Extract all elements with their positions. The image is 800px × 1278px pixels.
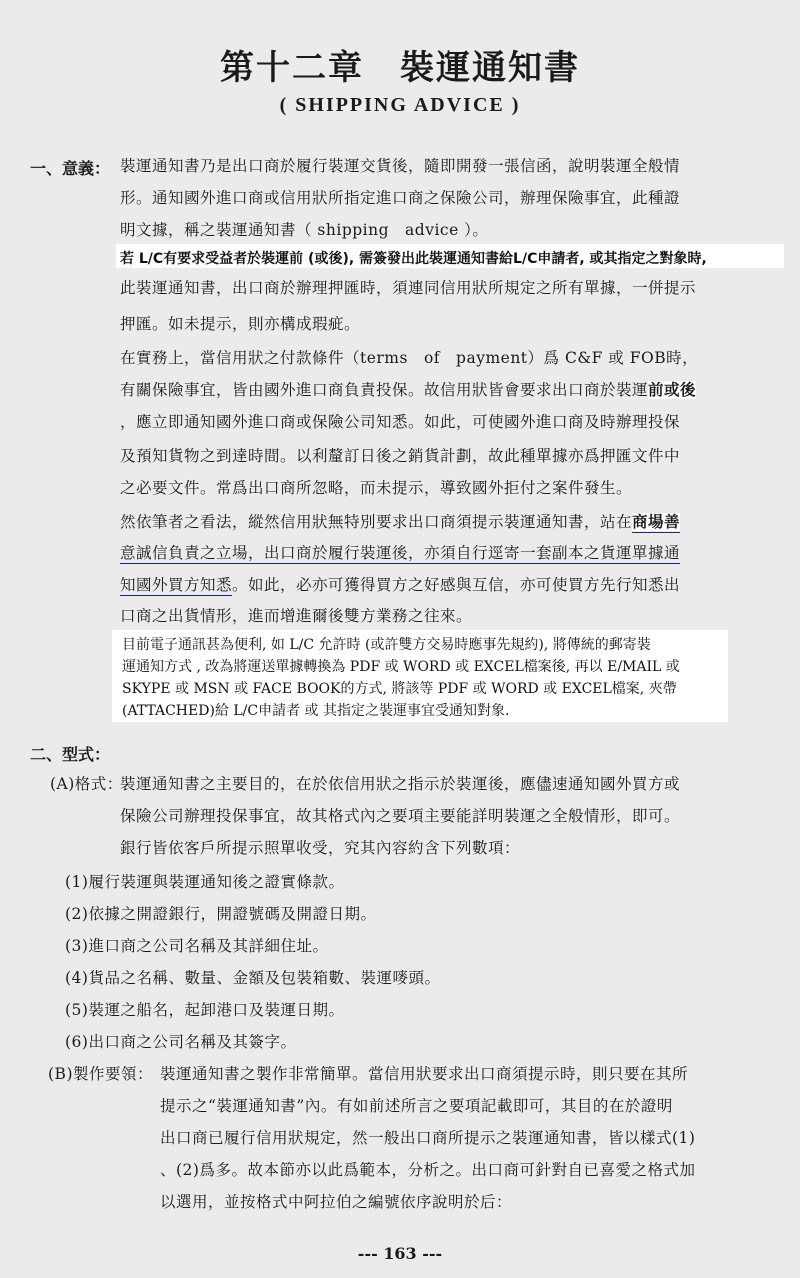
list-item-6: (6)出口商之公司名稱及其簽字。 <box>65 1033 297 1051</box>
section1-para3-highlight: 前或後 <box>648 381 697 399</box>
section1-note-line: 若 L/C有要求受益者於裝運前 (或後), 需簽發出此裝運通知書給L/C申請者, 或其指定之對象時, <box>120 251 707 267</box>
section1-para4-highlight: 商場善 <box>632 513 681 531</box>
section2-a-line-2: 保險公司辦理投保事宜，故其格式內之要項主要能詳明裝運之全般情形，即可。 <box>120 807 681 825</box>
section1-para4-line-1-text: 然依筆者之看法，縱然信用狀無特別要求出口商須提示裝運通知書，站在 <box>120 513 633 531</box>
section2-b-line-2: 提示之“裝運通知書”內。有如前述所言之要項記載即可，其目的在於證明 <box>160 1097 673 1115</box>
section1-para4-line-1 <box>120 510 680 532</box>
section1-heading: 一、意義： <box>30 159 111 178</box>
section2-b-line-1: 裝運通知書之製作非常簡單。當信用狀要求出口商須提示時，則只要在其所 <box>160 1065 689 1083</box>
list-item-2: (2)依據之開證銀行，開證號碼及開證日期。 <box>65 905 377 923</box>
section2-a-label: (A)格式： <box>50 775 123 793</box>
section1-para3-line-3: ，應立即通知國外進口商或保險公司知悉。如此，可使國外進口商及時辦理投保 <box>120 413 681 431</box>
list-item-3: (3)進口商之公司名稱及其詳細住址。 <box>65 937 329 955</box>
section1-para4-line-2: 意誠信負責之立場，出口商於履行裝運後，亦須自行逕寄一套副本之貨運單據通 <box>120 544 681 562</box>
list-item-5: (5)裝運之船名，起卸港口及裝運日期。 <box>65 1001 345 1019</box>
section2-b-line-3: 出口商已履行信用狀規定，然一般出口商所提示之裝運通知書，皆以樣式(1) <box>160 1129 696 1147</box>
section2-a-line-1: 裝運通知書之主要目的，在於依信用狀之指示於裝運後，應儘速通知國外買方或 <box>120 775 681 793</box>
chapter-subtitle: ( SHIPPING ADVICE ) <box>279 94 521 116</box>
section2-a-line-3: 銀行皆依客戶所提示照單收受，究其內容約含下列數項： <box>120 839 521 857</box>
section1-para3-line-5: 之必要文件。常爲出口商所忽略，而未提示，導致國外拒付之案件發生。 <box>120 479 633 497</box>
box-line-4: (ATTACHED)給 L/C申請者 或 其指定之裝運事宜受通知對象. <box>122 703 510 719</box>
section1-para3-line-1: 在實務上，當信用狀之付款條件（terms of payment）爲 C&F 或 FOB時， <box>120 349 699 367</box>
section1-line-2: 形。通知國外進口商或信用狀所指定進口商之保險公司，辦理保險事宜，此種證 <box>120 189 681 207</box>
section1-line-3: 明文據，稱之裝運通知書（ shipping advice ）。 <box>120 221 489 239</box>
section1-para2-line-1: 此裝運通知書，出口商於辦理押匯時，須連同信用狀所規定之所有單據，一併提示 <box>120 279 697 297</box>
page-number: --- 163 --- <box>357 1244 443 1263</box>
electronic-notice-box <box>112 630 728 722</box>
list-item-4: (4)貨品之名稱、數量、金額及包裝箱數、裝運嘜頭。 <box>65 969 441 987</box>
box-line-3: SKYPE 或 MSN 或 FACE BOOK的方式, 將該等 PDF 或 WORD 或 EXCEL檔案, 夾帶 <box>122 681 677 697</box>
list-item-1: (1)履行裝運與裝運通知後之證實條款。 <box>65 873 345 891</box>
section1-para4-line-3 <box>120 573 680 595</box>
section1-para4-underlined-tail: 知國外買方知悉 <box>120 576 233 594</box>
box-line-2: 運通知方式 , 改為將運送單據轉換為 PDF 或 WORD 或 EXCEL檔案後, 再以 E/MAIL 或 <box>122 659 680 675</box>
chapter-title: 第十二章 裝運通知書 <box>220 48 580 88</box>
box-line-1: 目前電子通訊甚為便利, 如 L/C 允許時 (或許雙方交易時應事先規約), 將傳統的郵寄裝 <box>122 637 651 653</box>
section1-para4-line-3-text: 。如此，必亦可獲得買方之好感與互信，亦可使買方先行知悉出 <box>232 576 681 594</box>
section1-line-1: 裝運通知書乃是出口商於履行裝運交貨後，隨即開發一張信函，說明裝運全般情 <box>120 157 681 175</box>
section2-b-label: (B)製作要領： <box>48 1065 153 1083</box>
section2-b-line-4: 、(2)爲多。故本節亦以此爲範本，分析之。出口商可針對自已喜愛之格式加 <box>160 1161 696 1179</box>
section1-para4-line-4: 口商之出貨情形，進而增進爾後雙方業務之往來。 <box>120 607 473 625</box>
section2-heading: 二、型式： <box>30 745 111 764</box>
section1-para3-line-4: 及預知貨物之到達時間。以利釐訂日後之銷貨計劃，故此種單據亦爲押匯文件中 <box>120 447 681 465</box>
section1-para3-line-2-text: 有關保險事宜，皆由國外進口商負責投保。故信用狀皆會要求出口商於裝運 <box>120 381 649 399</box>
section1-para3-line-2 <box>120 378 696 400</box>
section2-b-line-5: 以選用，並按格式中阿拉伯之編號依序說明於后： <box>160 1193 513 1211</box>
section1-para2-line-2: 押匯。如未提示，則亦構成瑕疵。 <box>120 315 361 333</box>
